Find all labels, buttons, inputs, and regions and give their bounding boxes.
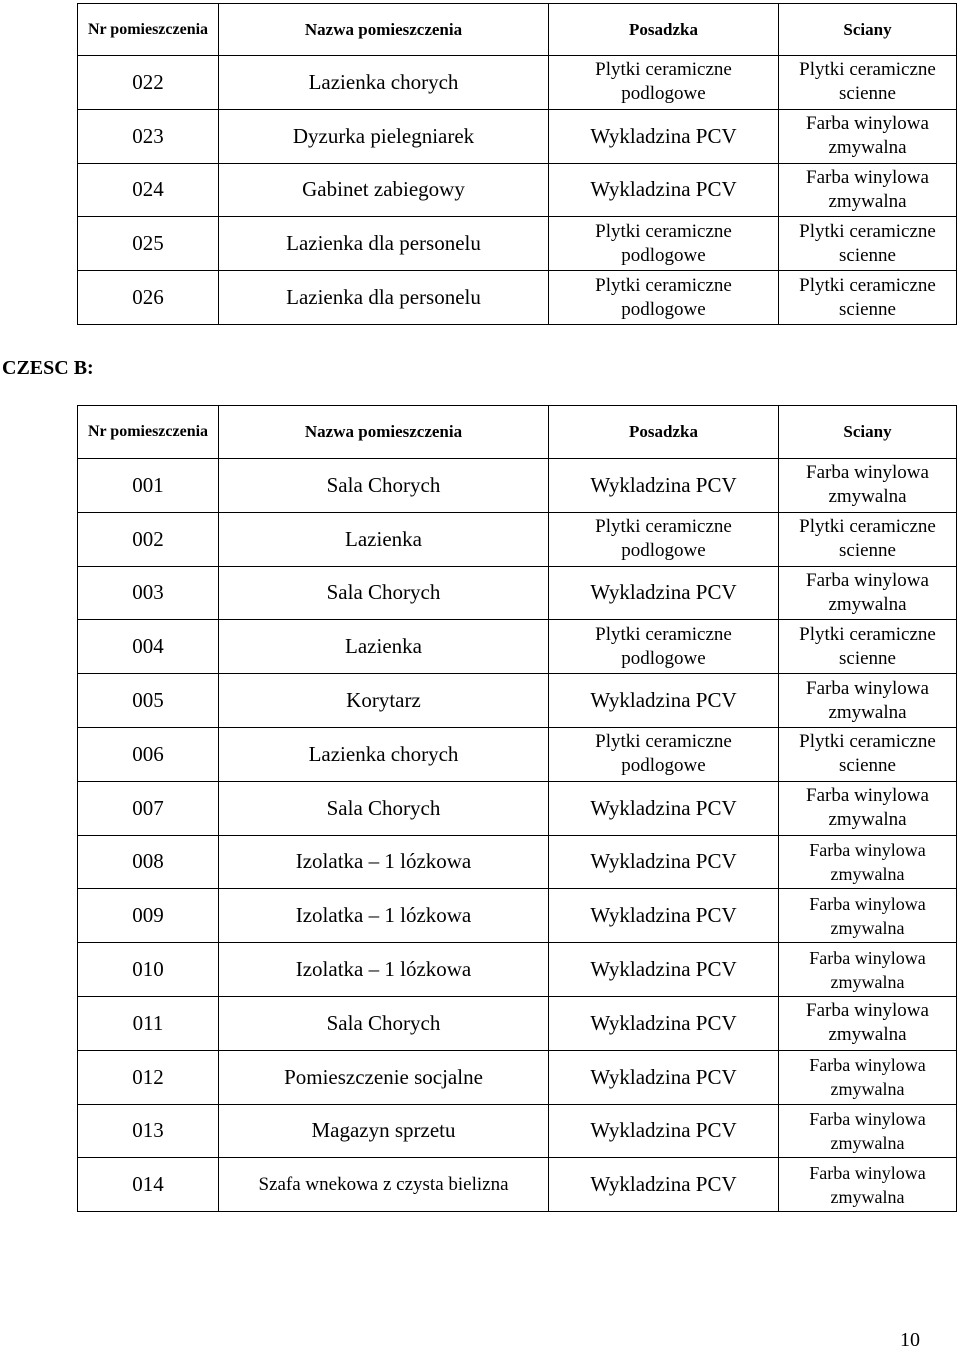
table-row (78, 217, 957, 271)
floor-finish: Wykladzina PCV (549, 943, 779, 997)
room-name: Gabinet zabiegowy (219, 163, 549, 217)
wall-finish: Farba winylowa zmywalna (779, 835, 957, 889)
room-name: Izolatka – 1 lózkowa (219, 943, 549, 997)
rooms-table-part-b (77, 405, 957, 1212)
table-row (78, 781, 957, 835)
wall-finish: Plytki ceramiczne scienne (779, 56, 957, 110)
header-walls: Sciany (779, 4, 957, 56)
wall-finish: Farba winylowa zmywalna (779, 996, 957, 1050)
room-number: 007 (78, 781, 219, 835)
wall-finish: Farba winylowa zmywalna (779, 674, 957, 728)
wall-finish: Farba winylowa zmywalna (779, 889, 957, 943)
floor-finish: Wykladzina PCV (549, 835, 779, 889)
wall-finish: Farba winylowa zmywalna (779, 1158, 957, 1212)
room-name: Sala Chorych (219, 996, 549, 1050)
table-row (78, 1158, 957, 1212)
room-name: Sala Chorych (219, 566, 549, 620)
header-floor: Posadzka (549, 406, 779, 459)
wall-finish: Farba winylowa zmywalna (779, 1104, 957, 1158)
room-name: Sala Chorych (219, 459, 549, 513)
floor-finish: Wykladzina PCV (549, 781, 779, 835)
table-row (78, 727, 957, 781)
room-name: Lazienka dla personelu (219, 217, 549, 271)
header-floor: Posadzka (549, 4, 779, 56)
rooms-table-part-a (77, 3, 957, 325)
floor-finish: Wykladzina PCV (549, 674, 779, 728)
floor-finish: Wykladzina PCV (549, 1050, 779, 1104)
section-b-label: CZESC B: (2, 357, 94, 379)
room-name: Lazienka (219, 512, 549, 566)
room-number: 006 (78, 727, 219, 781)
room-number: 005 (78, 674, 219, 728)
room-name: Lazienka (219, 620, 549, 674)
room-number: 003 (78, 566, 219, 620)
table-row (78, 1104, 957, 1158)
room-name: Lazienka chorych (219, 56, 549, 110)
room-name: Dyzurka pielegniarek (219, 109, 549, 163)
table-row (78, 835, 957, 889)
room-name: Korytarz (219, 674, 549, 728)
room-number: 013 (78, 1104, 219, 1158)
wall-finish: Plytki ceramiczne scienne (779, 620, 957, 674)
wall-finish: Farba winylowa zmywalna (779, 459, 957, 513)
wall-finish: Plytki ceramiczne scienne (779, 727, 957, 781)
wall-finish: Farba winylowa zmywalna (779, 163, 957, 217)
room-number: 025 (78, 217, 219, 271)
floor-finish: Plytki ceramiczne podlogowe (549, 727, 779, 781)
room-number: 002 (78, 512, 219, 566)
header-room-name: Nazwa pomieszczenia (219, 406, 549, 459)
table-header-row (78, 406, 957, 459)
wall-finish: Farba winylowa zmywalna (779, 1050, 957, 1104)
room-name: Pomieszczenie socjalne (219, 1050, 549, 1104)
table-row (78, 674, 957, 728)
room-name: Izolatka – 1 lózkowa (219, 835, 549, 889)
header-room-number: Nr pomieszczenia (78, 4, 219, 56)
floor-finish: Plytki ceramiczne podlogowe (549, 271, 779, 325)
wall-finish: Farba winylowa zmywalna (779, 781, 957, 835)
table-row (78, 459, 957, 513)
floor-finish: Wykladzina PCV (549, 163, 779, 217)
room-number: 014 (78, 1158, 219, 1212)
room-name: Sala Chorych (219, 781, 549, 835)
floor-finish: Wykladzina PCV (549, 889, 779, 943)
room-number: 009 (78, 889, 219, 943)
table-row (78, 1050, 957, 1104)
room-number: 008 (78, 835, 219, 889)
wall-finish: Plytki ceramiczne scienne (779, 271, 957, 325)
floor-finish: Wykladzina PCV (549, 1158, 779, 1212)
page-number: 10 (900, 1329, 920, 1351)
table-row (78, 996, 957, 1050)
table-row (78, 56, 957, 110)
room-name: Szafa wnekowa z czysta bielizna (219, 1158, 549, 1212)
room-number: 011 (78, 996, 219, 1050)
table-header-row (78, 4, 957, 56)
table-row (78, 512, 957, 566)
floor-finish: Plytki ceramiczne podlogowe (549, 217, 779, 271)
floor-finish: Wykladzina PCV (549, 566, 779, 620)
table-row (78, 566, 957, 620)
room-name: Izolatka – 1 lózkowa (219, 889, 549, 943)
room-number: 010 (78, 943, 219, 997)
room-number: 024 (78, 163, 219, 217)
table-row (78, 163, 957, 217)
header-room-name: Nazwa pomieszczenia (219, 4, 549, 56)
room-name: Lazienka chorych (219, 727, 549, 781)
wall-finish: Farba winylowa zmywalna (779, 943, 957, 997)
wall-finish: Farba winylowa zmywalna (779, 109, 957, 163)
wall-finish: Plytki ceramiczne scienne (779, 512, 957, 566)
room-number: 022 (78, 56, 219, 110)
header-walls: Sciany (779, 406, 957, 459)
floor-finish: Wykladzina PCV (549, 109, 779, 163)
floor-finish: Plytki ceramiczne podlogowe (549, 512, 779, 566)
table-row (78, 109, 957, 163)
floor-finish: Plytki ceramiczne podlogowe (549, 56, 779, 110)
room-number: 023 (78, 109, 219, 163)
floor-finish: Wykladzina PCV (549, 1104, 779, 1158)
room-number: 001 (78, 459, 219, 513)
table-row (78, 943, 957, 997)
wall-finish: Plytki ceramiczne scienne (779, 217, 957, 271)
room-name: Lazienka dla personelu (219, 271, 549, 325)
room-number: 026 (78, 271, 219, 325)
floor-finish: Plytki ceramiczne podlogowe (549, 620, 779, 674)
floor-finish: Wykladzina PCV (549, 459, 779, 513)
floor-finish: Wykladzina PCV (549, 996, 779, 1050)
room-number: 004 (78, 620, 219, 674)
table-row (78, 889, 957, 943)
room-number: 012 (78, 1050, 219, 1104)
table-row (78, 271, 957, 325)
header-room-number: Nr pomieszczenia (78, 406, 219, 459)
table-row (78, 620, 957, 674)
wall-finish: Farba winylowa zmywalna (779, 566, 957, 620)
room-name: Magazyn sprzetu (219, 1104, 549, 1158)
